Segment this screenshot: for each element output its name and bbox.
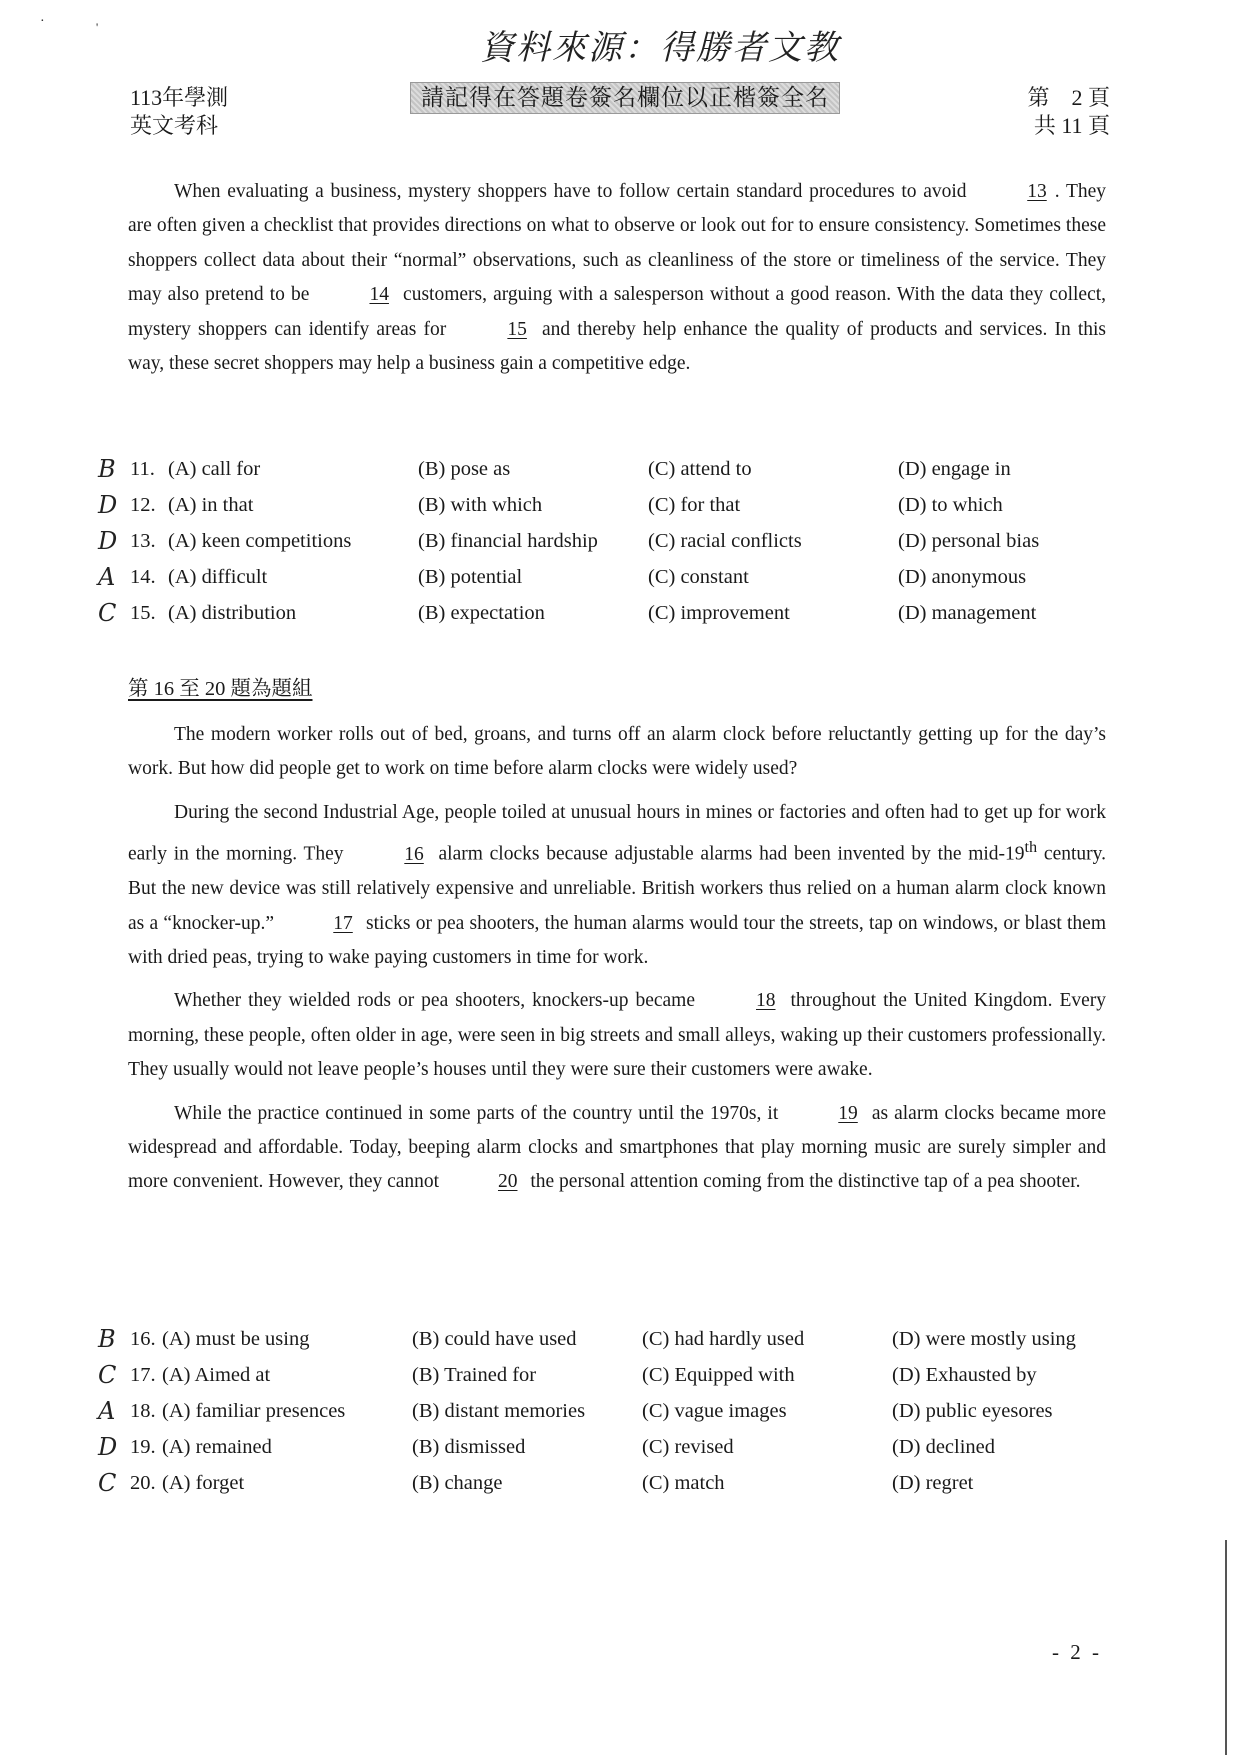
question-row [98,524,1148,558]
subject: 英文考科 [130,113,219,138]
page-number: - 2 - [1052,1640,1102,1664]
blank-20: 20 [497,1171,518,1193]
answer-mark: B [98,455,116,483]
question-number: 14. [130,566,156,588]
question-row [98,1430,1148,1464]
option-b: (B) change [412,1472,503,1494]
question-number: 11. [130,458,155,480]
signature-banner: 請記得在答題卷簽名欄位以正楷簽全名 [410,82,840,114]
option-b: (B) expectation [418,602,545,624]
question-row [98,560,1148,594]
option-a: (A) difficult [168,566,268,588]
option-c: (C) racial conflicts [648,530,802,552]
question-row [98,488,1148,522]
option-b: (B) pose as [418,458,511,480]
blank-16: 16 [404,843,424,865]
paragraph: Whether they wielded rods or pea shooters, knockers-up became 18 throughout the United Kingdom. Every morning, these people, often older in age, were seen in big streets and small alleys, waking up their customers professionally. They usually would not leave people’s houses until they were sure their customers were awake. [128,984,1106,1087]
exam-year: 113年學測 [130,85,229,110]
question-row [98,596,1148,630]
question-row [98,1322,1148,1356]
option-b: (B) potential [418,566,523,588]
option-a: (A) keen competitions [168,530,352,552]
paragraph: When evaluating a business, mystery shoppers have to follow certain standard procedures to avoid 13 . They are often given a checklist that provides directions on what to observe or look out for to ensure consistency. Sometimes these shoppers collect data about their “normal” observations, such as cleanliness of the store or timeliness of the service. They may also pretend to be 14 customers, arguing with a salesperson without a good reason. With the data they collect, mystery shoppers can identify areas for 15 and thereby help enhance the quality of products and services. In this way, these secret shoppers may help a business gain a competitive edge. [128,175,1106,381]
answer-mark: C [98,599,117,627]
question-number: 20. [130,1472,156,1494]
answer-mark: D [98,527,118,555]
answer-mark: B [98,1325,116,1353]
option-d: (D) declined [892,1436,996,1458]
option-c: (C) Equipped with [642,1364,795,1386]
paragraph: The modern worker rolls out of bed, groans, and turns off an alarm clock before reluctantly getting up for the day’s work. But how did people get to work on time before alarm clocks were widely used? [128,724,1106,780]
blank-15: 15 [507,318,527,340]
option-a: (A) in that [168,494,254,516]
question-row [98,1358,1148,1392]
option-c: (C) for that [648,494,741,516]
answer-mark: A [98,563,116,591]
option-a: (A) Aimed at [162,1364,271,1386]
option-a: (A) familiar presences [162,1400,346,1422]
answer-mark: C [98,1361,117,1389]
option-c: (C) improvement [648,602,790,624]
option-d: (D) regret [892,1472,974,1494]
question-row [98,1466,1148,1500]
paragraph: During the second Industrial Age, people toiled at unusual hours in mines or factories and often had to get up for work early in the morning. They 16 alarm clocks because adjustable alarms had been invented by the mid-19th century. But the new device was still relatively expensive and unreliable. British workers thus relied on a human alarm clock known as a “knocker-up.” 17 sticks or pea shooters, the human alarms would tour the streets, tap on windows, or blast them with dried peas, trying to wake paying customers in time for work. [128,801,1107,968]
blank-17: 17 [333,912,353,934]
passage-mystery-shoppers [128,175,1106,381]
option-c: (C) attend to [648,458,752,480]
option-c: (C) had hardly used [642,1328,805,1350]
header-right [1027,84,1110,140]
option-c: (C) match [642,1472,725,1494]
option-c: (C) constant [648,566,749,588]
blank-18: 18 [756,990,776,1012]
question-number: 19. [130,1436,156,1458]
option-d: (D) anonymous [898,566,1027,588]
scan-edge-line [1225,1540,1227,1755]
question-number: 15. [130,602,156,624]
scan-speck: · [40,14,45,29]
question-row [98,1394,1148,1428]
option-a: (A) forget [162,1472,245,1494]
answer-mark: C [98,1469,117,1497]
group-label: 第 16 至 20 題為題組 [128,678,313,700]
option-b: (B) dismissed [412,1436,526,1458]
option-d: (D) to which [898,494,1003,516]
answer-mark: A [98,1397,116,1425]
option-b: (B) could have used [412,1328,577,1350]
option-d: (D) personal bias [898,530,1040,552]
option-a: (A) must be using [162,1328,310,1350]
option-a: (A) remained [162,1436,272,1458]
question-number: 18. [130,1400,156,1422]
paragraph: While the practice continued in some parts of the country until the 1970s, it 19 as alarm clocks became more widespread and affordable. Today, beeping alarm clocks and smartphones that play morning music are surely simpler and more convenient. However, they cannot 20 the personal attention coming from the distinctive tap of a pea shooter. [128,1097,1106,1200]
blank-13: 13 [1027,181,1047,202]
option-d: (D) Exhausted by [892,1364,1037,1386]
total-pages: 共 11 頁 [1033,113,1110,138]
scan-speck: ' [96,20,99,34]
blank-19: 19 [838,1102,858,1124]
option-b: (B) financial hardship [418,530,598,552]
option-a: (A) call for [168,458,261,480]
header-left [130,84,228,140]
question-number: 12. [130,494,156,516]
option-c: (C) vague images [642,1400,787,1422]
option-b: (B) distant memories [412,1400,586,1422]
option-d: (D) public eyesores [892,1400,1053,1422]
option-b: (B) Trained for [412,1364,537,1386]
option-a: (A) distribution [168,602,297,624]
answer-mark: D [98,1433,118,1461]
answer-mark: D [98,491,118,519]
page-indicator: 第 2 頁 [1027,85,1110,110]
question-number: 17. [130,1364,156,1386]
source-note: 資料來源：得勝者文教 [480,28,840,68]
option-b: (B) with which [418,494,543,516]
passage-knocker-up [128,718,1106,1200]
option-d: (D) engage in [898,458,1011,480]
question-number: 16. [130,1328,156,1350]
question-row [98,452,1148,486]
option-d: (D) were mostly using [892,1328,1076,1350]
question-number: 13. [130,530,156,552]
option-d: (D) management [898,602,1037,624]
blank-14: 14 [369,284,389,306]
option-c: (C) revised [642,1436,734,1458]
